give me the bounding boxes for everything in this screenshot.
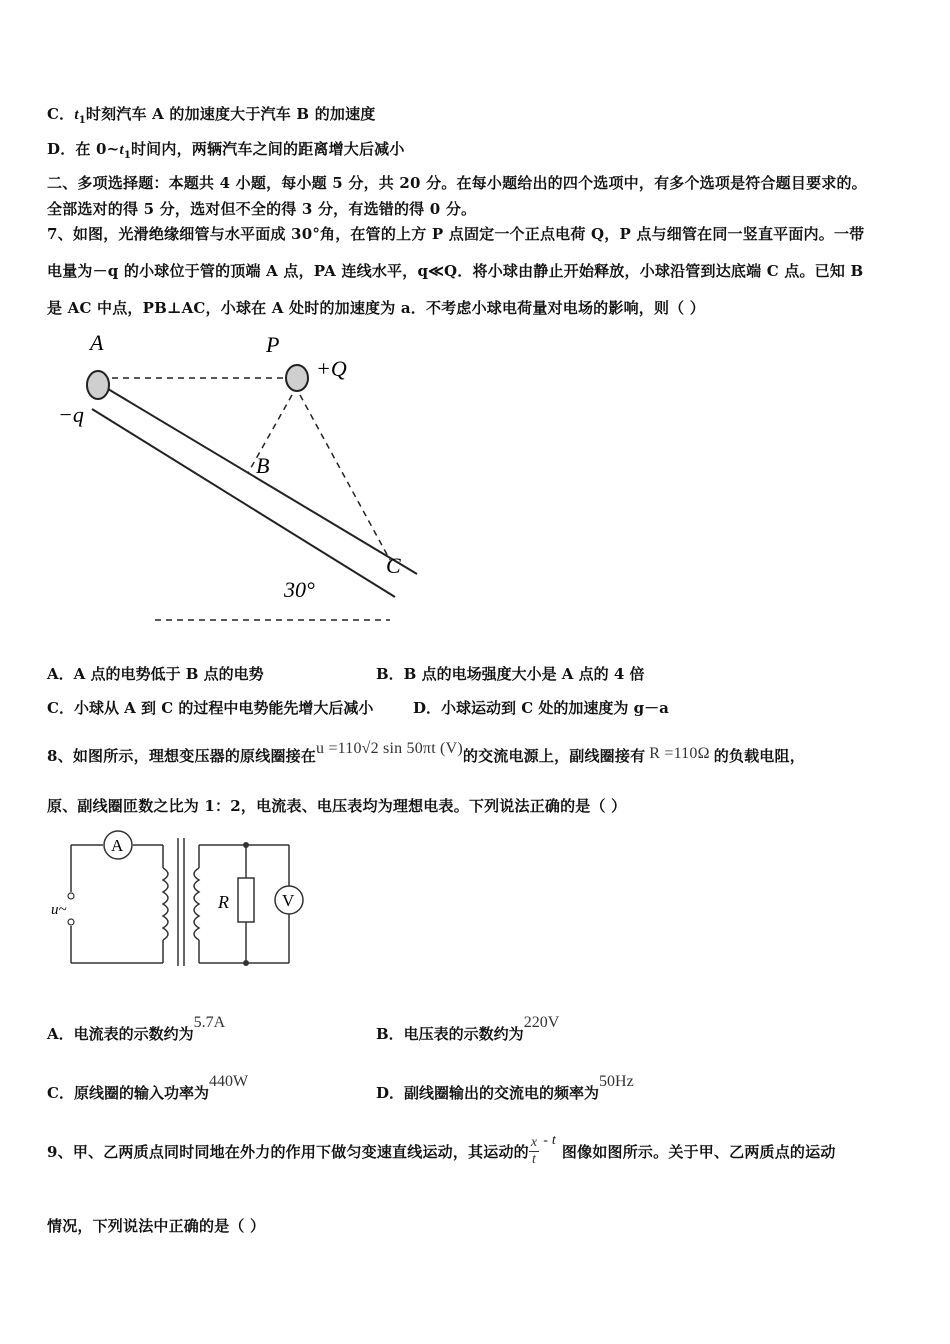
q8-option-a: A．电流表的示数约为5.7A <box>47 1014 226 1043</box>
label-angle: 30° <box>284 577 315 602</box>
formula-r: R =110Ω <box>649 745 710 762</box>
dashed-line-pb <box>248 395 292 473</box>
q8-option-b: B．电压表的示数约为220V <box>376 1014 560 1043</box>
label-b: B <box>256 453 270 478</box>
resistor-label: R <box>218 892 229 912</box>
ball-at-a <box>87 371 109 399</box>
q9-stem-line2: 情况，下列说法中正确的是（ ） <box>47 1217 266 1235</box>
fraction-x-over-t: $\frac{x}{t}$ <box>530 1135 538 1167</box>
formula-u: u =110√2 sin 50πt (V) <box>316 740 463 757</box>
q7-stem-line1: 7、如图，光滑绝缘细管与水平面成 30°角，在管的上方 P 点固定一个正点电荷 Q，P 点与细管在同一竖直平面内。一带 <box>47 225 865 243</box>
q7-option-c: C．小球从 A 到 C 的过程中电势能先增大后减小 <box>47 699 374 717</box>
q6-option-c: C．$t_1$时刻汽车 A 的加速度大于汽车 B 的加速度 <box>47 105 376 126</box>
secondary-coil <box>194 868 199 940</box>
q7-stem-line2: 电量为－q 的小球位于管的顶端 A 点，PA 连线水平，q≪Q．将小球由静止开始释放，小球沿管到达底端 C 点。已知 B <box>47 262 864 280</box>
dashed-line-pc <box>300 395 390 560</box>
junction-top <box>243 842 249 848</box>
q8-stem-line2: 原、副线圈匝数之比为 1：2，电流表、电压表均为理想电表。下列说法正确的是（ ） <box>47 797 627 815</box>
label-p: P <box>266 332 280 357</box>
primary-coil <box>163 868 168 940</box>
label-c: C <box>386 553 401 578</box>
ammeter-label: A <box>111 836 124 855</box>
q8-option-c: C．原线圈的输入功率为440W <box>47 1073 249 1102</box>
tube-upper-line <box>108 389 417 574</box>
q7-figure <box>40 325 440 635</box>
junction-bottom <box>243 960 249 966</box>
q8-circuit-figure <box>45 828 315 973</box>
source-terminal-top <box>68 893 74 899</box>
q8-option-d: D．副线圈输出的交流电的频率为50Hz <box>376 1073 634 1102</box>
charge-at-p <box>286 365 308 391</box>
section2-instructions-line1: 二、多项选择题：本题共 4 小题，每小题 5 分，共 20 分。在每小题给出的四个选项中，有多个选项是符合题目要求的。 <box>47 174 867 192</box>
q7-option-a: A．A 点的电势低于 B 点的电势 <box>47 665 264 683</box>
label-plus-q: +Q <box>316 356 347 381</box>
q8-stem-line1: 8、如图所示，理想变压器的原线圈接在u =110√2 sin 50πt (V)的交流电源上，副线圈接有 R =110Ω 的负载电阻， <box>47 740 805 765</box>
resistor <box>238 878 254 922</box>
q7-option-b: B．B 点的电场强度大小是 A 点的 4 倍 <box>376 665 645 683</box>
q7-stem-line3: 是 AC 中点，PB⊥AC，小球在 A 处时的加速度为 a．不考虑小球电荷量对电场的影响，则（ ） <box>47 299 706 317</box>
section2-instructions-line2: 全部选对的得 5 分，选对但不全的得 3 分，有选错的得 0 分。 <box>47 200 477 218</box>
label-a: A <box>90 330 104 355</box>
tube-lower-line <box>92 409 395 597</box>
q7-option-d: D．小球运动到 C 处的加速度为 g－a <box>413 699 669 717</box>
label-minus-q: −q <box>58 402 84 427</box>
q9-stem-line1: 9、甲、乙两质点同时同地在外力的作用下做匀变速直线运动，其运动的 $\frac{x}{t}$ - t图像如图所示。关于甲、乙两质点的运动 <box>47 1132 836 1167</box>
voltmeter-label: V <box>282 891 295 910</box>
source-label: u~ <box>51 902 67 918</box>
source-terminal-bottom <box>68 919 74 925</box>
q6-option-d: D．在 $0\sim t_1$时间内，两辆汽车之间的距离增大后减小 <box>47 140 405 161</box>
